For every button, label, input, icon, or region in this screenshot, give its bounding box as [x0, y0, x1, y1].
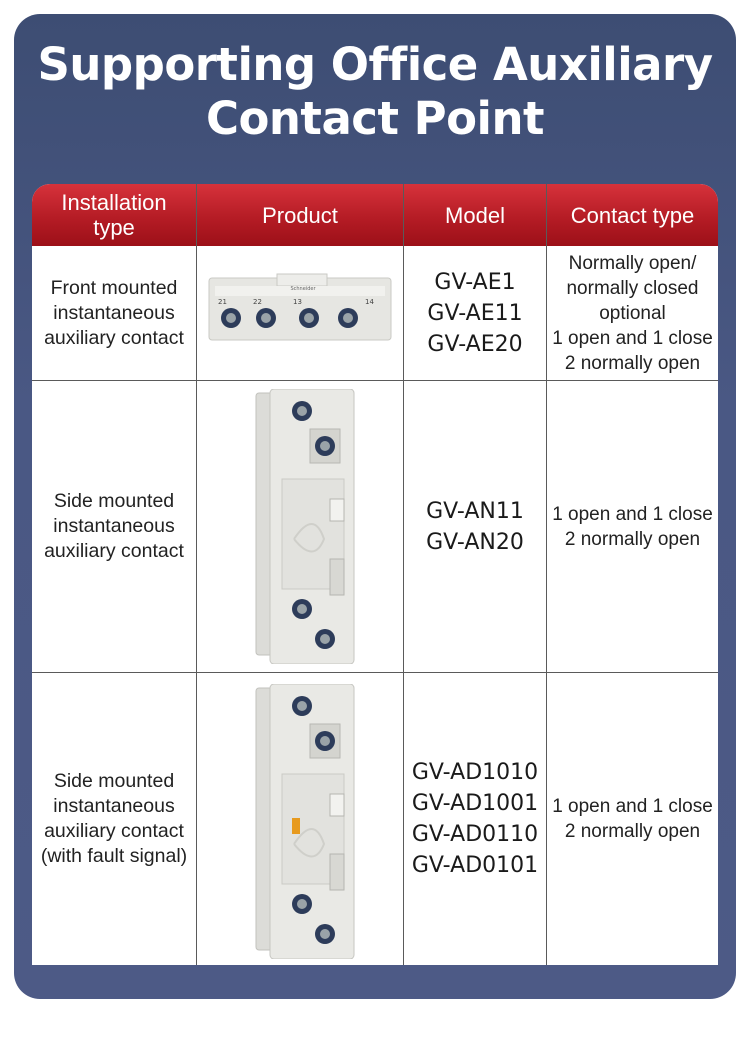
model-code: GV-AD1001	[411, 791, 539, 816]
table-row-2-contact-type	[547, 381, 718, 672]
terminal-label: 22	[253, 298, 262, 306]
cell-text: instantaneous	[53, 795, 175, 817]
cell-text: Normally open/	[568, 252, 697, 274]
front-mount-contact-image	[207, 272, 393, 351]
table-row-3-contact-type	[547, 673, 718, 965]
header-model: Model	[445, 202, 505, 228]
table-row-1-contact-type	[547, 246, 718, 380]
cell-text: 1 open and 1 close	[552, 503, 713, 525]
table-row-3-model	[404, 673, 546, 965]
cell-text: optional	[599, 302, 666, 324]
cell-text: instantaneous	[53, 515, 175, 537]
svg-text:Schneider: Schneider	[290, 286, 316, 292]
cell-text: auxiliary contact	[44, 540, 184, 562]
terminal-label: 14	[365, 298, 374, 306]
header-installation-line1: Installation	[61, 190, 167, 215]
cell-text: (with fault signal)	[40, 845, 188, 867]
cell-text: 1 open and 1 close	[552, 796, 713, 817]
cell-text: 2 normally open	[564, 528, 701, 550]
model-code: GV-AD0101	[411, 853, 539, 878]
model-code: GV-AD1010	[411, 760, 539, 785]
cell-text: Side mounted	[53, 490, 175, 512]
header-contact-type: Contact type	[570, 202, 695, 228]
cell-text: auxiliary contact	[44, 326, 184, 349]
cell-text: 1 open and 1 close	[552, 327, 713, 349]
header-installation-type	[32, 184, 196, 246]
cell-text: Front mounted	[50, 276, 178, 299]
header-installation-line2: type	[93, 215, 135, 240]
cell-text: normally closed	[566, 277, 699, 299]
product-table	[32, 184, 718, 965]
model-code: GV-AN11	[426, 498, 524, 524]
model-code: GV-AN20	[426, 529, 524, 555]
cell-text: Side mounted	[53, 770, 175, 792]
table-row-1-installation	[32, 246, 196, 380]
side-mount-contact-image	[252, 389, 356, 669]
cell-text: instantaneous	[53, 301, 175, 324]
header-product: Product	[262, 202, 338, 228]
title-line-2: Contact Point	[205, 92, 545, 145]
terminal-label: 21	[218, 298, 227, 306]
model-code: GV-AE1	[434, 269, 516, 295]
table-row-2-model	[404, 381, 546, 672]
cell-text: auxiliary contact	[44, 820, 184, 842]
table-row-2-installation	[32, 381, 196, 672]
cell-text: 2 normally open	[564, 821, 701, 842]
model-code: GV-AD0110	[411, 822, 539, 847]
model-code: GV-AE11	[427, 300, 523, 326]
table-row-1-model	[404, 246, 546, 380]
terminal-label: 13	[293, 298, 302, 306]
page-title	[0, 38, 750, 146]
cell-text: 2 normally open	[564, 352, 701, 374]
model-code: GV-AE20	[427, 331, 523, 357]
side-mount-fault-contact-image	[252, 684, 356, 964]
table-row-3-installation	[32, 673, 196, 965]
column-divider	[196, 184, 197, 965]
title-line-1: Supporting Office Auxiliary	[37, 38, 713, 91]
